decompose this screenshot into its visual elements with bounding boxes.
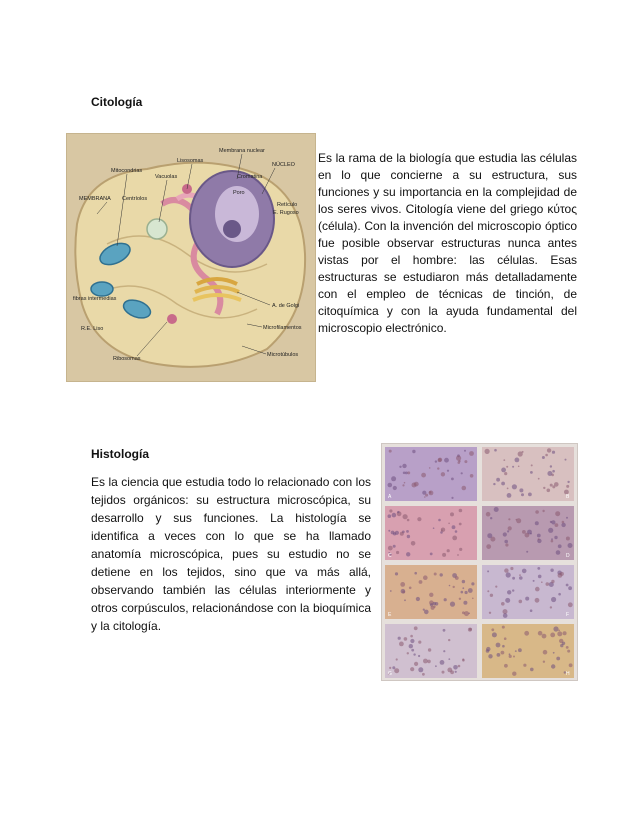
micrograph-letter: F [566, 612, 570, 618]
micrograph-letter: G [388, 671, 392, 677]
label-centriolos: Centríolos [122, 196, 148, 202]
micrograph-panel-f [482, 565, 574, 619]
label-cromatina: Cromatina [237, 174, 263, 180]
label-nucleo: NÚCLEO [272, 162, 295, 168]
label-golgi: A. de Golgi [272, 303, 300, 309]
cell-diagram-illustration [67, 134, 315, 381]
histology-grid [382, 444, 577, 680]
label-membrana-nuclear: Membrana nuclear [219, 148, 265, 154]
label-microfilamentos: Microfilamentos [263, 325, 302, 331]
micrograph-panel-c [385, 506, 477, 560]
micrograph-letter: H [566, 671, 570, 677]
label-reticulo: Retículo [277, 202, 298, 208]
label-fibras: fibras intermedias [73, 296, 117, 302]
micrograph-letter: B [566, 494, 570, 500]
label-vacuolas: Vacuolas [155, 174, 178, 180]
histology-micrographs [381, 443, 578, 681]
micrograph-panel-e [385, 565, 477, 619]
label-microtubulos: Microtúbulos [267, 352, 299, 358]
citologia-paragraph: Es la rama de la biología que estudia las células en lo que concierne a su estructura, sus funciones y su importancia en la complejidad de los seres vivos. Citología viene del griego κύτος (célula). Con la invención del microscopio óptico fue posible observar estructuras nunca antes vistas por el hombre: las células. Esas estructuras se estudiaron más detalladamente con el empleo de técnicas de tinción, de citoquímica y con la ayuda fundamental del microscopio electrónico. [318, 151, 577, 335]
histologia-title: Histología [91, 447, 150, 461]
label-membrana: MEMBRANA [79, 196, 111, 202]
label-ribosomas: Ribosomas [113, 356, 141, 362]
micrograph-panel-d [482, 506, 574, 560]
micrograph-letter: C [388, 553, 392, 559]
micrograph-letter: E [388, 612, 392, 618]
micrograph-panel-h [482, 624, 574, 678]
citologia-title: Citología [91, 95, 143, 109]
cell-diagram [66, 133, 316, 382]
micrograph-letter: A [388, 494, 392, 500]
label-re-liso: R.E. Liso [81, 326, 104, 332]
micrograph-letter: D [566, 553, 570, 559]
label-lisosomas: Lisosomas [177, 158, 204, 164]
micrograph-panel-b [482, 447, 574, 501]
micrograph-panel-a [385, 447, 477, 501]
label-mitocondrias: Mitocondrias [111, 168, 143, 174]
micrograph-panel-g [385, 624, 477, 678]
label-e-rugoso: E. Rugoso [273, 210, 299, 216]
histologia-paragraph: Es la ciencia que estudia todo lo relacionado con los tejidos orgánicos: su estructura microscópica, su desarrollo y sus funciones. La histología se identifica a veces con lo que se ha llamado anatomía microscópica, pues su estudio no se detiene en los tejidos, sino que va más allá, observando también las células interiormente y otros corpúsculos, relacionándose con la bioquímica y la citología. [91, 475, 371, 633]
label-poro: Poro [233, 190, 245, 196]
